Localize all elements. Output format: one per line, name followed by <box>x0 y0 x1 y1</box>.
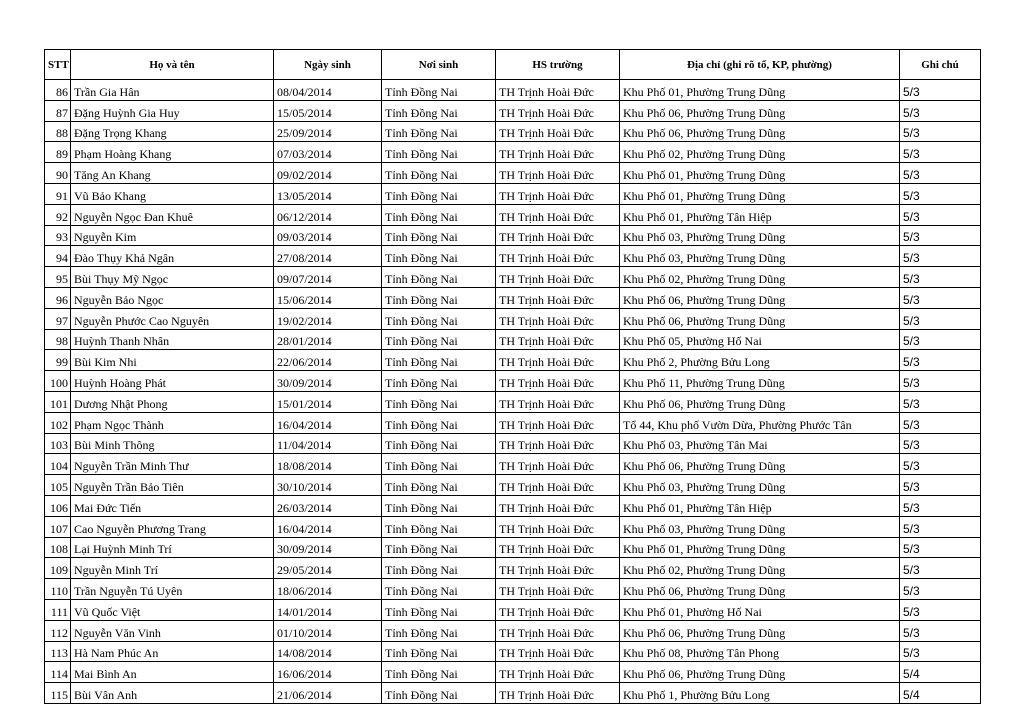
cell-birthplace: Tỉnh Đồng Nai <box>382 641 496 662</box>
cell-stt: 115 <box>45 683 71 704</box>
cell-address: Khu Phố 06, Phường Trung Dũng <box>620 100 900 121</box>
cell-address: Khu Phố 03, Phường Trung Dũng <box>620 516 900 537</box>
cell-note: 5/3 <box>900 412 981 433</box>
cell-birthplace: Tỉnh Đồng Nai <box>382 599 496 620</box>
cell-note: 5/3 <box>900 475 981 496</box>
cell-school: TH Trịnh Hoài Đức <box>496 391 620 412</box>
cell-note: 5/3 <box>900 558 981 579</box>
cell-stt: 106 <box>45 495 71 516</box>
cell-birthplace: Tỉnh Đồng Nai <box>382 537 496 558</box>
table-row <box>45 246 981 267</box>
table-row <box>45 163 981 184</box>
cell-birthplace: Tỉnh Đồng Nai <box>382 267 496 288</box>
cell-dob: 09/07/2014 <box>274 267 382 288</box>
cell-address: Khu Phố 08, Phường Tân Phong <box>620 641 900 662</box>
cell-stt: 86 <box>45 80 71 101</box>
cell-name: Huỳnh Thanh Nhân <box>71 329 274 350</box>
table-row <box>45 641 981 662</box>
cell-note: 5/3 <box>900 454 981 475</box>
cell-name: Nguyễn Minh Trí <box>71 558 274 579</box>
cell-birthplace: Tỉnh Đồng Nai <box>382 287 496 308</box>
cell-note: 5/3 <box>900 329 981 350</box>
cell-dob: 08/04/2014 <box>274 80 382 101</box>
cell-note: 5/3 <box>900 287 981 308</box>
cell-name: Nguyễn Văn Vinh <box>71 620 274 641</box>
cell-birthplace: Tỉnh Đồng Nai <box>382 329 496 350</box>
cell-stt: 103 <box>45 433 71 454</box>
table-row <box>45 80 981 101</box>
cell-school: TH Trịnh Hoài Đức <box>496 287 620 308</box>
cell-stt: 102 <box>45 412 71 433</box>
column-header-school: HS trường <box>496 50 620 80</box>
table-row <box>45 225 981 246</box>
table-row <box>45 620 981 641</box>
cell-school: TH Trịnh Hoài Đức <box>496 412 620 433</box>
cell-stt: 100 <box>45 371 71 392</box>
cell-address: Khu Phố 02, Phường Trung Dũng <box>620 142 900 163</box>
cell-school: TH Trịnh Hoài Đức <box>496 641 620 662</box>
cell-name: Vũ Quốc Việt <box>71 599 274 620</box>
cell-note: 5/3 <box>900 204 981 225</box>
cell-address: Khu Phố 06, Phường Trung Dũng <box>620 121 900 142</box>
cell-dob: 16/04/2014 <box>274 412 382 433</box>
table-row <box>45 495 981 516</box>
cell-address: Khu Phố 01, Phường Trung Dũng <box>620 80 900 101</box>
cell-birthplace: Tỉnh Đồng Nai <box>382 620 496 641</box>
cell-stt: 112 <box>45 620 71 641</box>
cell-address: Khu Phố 03, Phường Trung Dũng <box>620 225 900 246</box>
cell-birthplace: Tỉnh Đồng Nai <box>382 495 496 516</box>
cell-school: TH Trịnh Hoài Đức <box>496 142 620 163</box>
cell-address: Tổ 44, Khu phố Vườn Dừa, Phường Phước Tân <box>620 412 900 433</box>
table-row <box>45 683 981 704</box>
cell-note: 5/3 <box>900 183 981 204</box>
cell-birthplace: Tỉnh Đồng Nai <box>382 516 496 537</box>
cell-name: Bùi Thụy Mỹ Ngọc <box>71 267 274 288</box>
cell-name: Tăng An Khang <box>71 163 274 184</box>
cell-dob: 29/05/2014 <box>274 558 382 579</box>
column-header-birthplace: Nơi sinh <box>382 50 496 80</box>
cell-name: Nguyễn Bảo Ngọc <box>71 287 274 308</box>
cell-birthplace: Tỉnh Đồng Nai <box>382 350 496 371</box>
cell-name: Nguyễn Kim <box>71 225 274 246</box>
cell-dob: 06/12/2014 <box>274 204 382 225</box>
cell-name: Nguyễn Phước Cao Nguyên <box>71 308 274 329</box>
cell-dob: 07/03/2014 <box>274 142 382 163</box>
cell-school: TH Trịnh Hoài Đức <box>496 80 620 101</box>
cell-name: Đặng Huỳnh Gia Huy <box>71 100 274 121</box>
table-row <box>45 391 981 412</box>
cell-school: TH Trịnh Hoài Đức <box>496 516 620 537</box>
cell-school: TH Trịnh Hoài Đức <box>496 662 620 683</box>
cell-school: TH Trịnh Hoài Đức <box>496 454 620 475</box>
cell-note: 5/3 <box>900 371 981 392</box>
table-row <box>45 599 981 620</box>
cell-dob: 30/10/2014 <box>274 475 382 496</box>
cell-dob: 14/08/2014 <box>274 641 382 662</box>
cell-dob: 15/06/2014 <box>274 287 382 308</box>
table-row <box>45 371 981 392</box>
table-row <box>45 516 981 537</box>
cell-stt: 90 <box>45 163 71 184</box>
cell-stt: 94 <box>45 246 71 267</box>
cell-note: 5/4 <box>900 662 981 683</box>
cell-address: Khu Phố 11, Phường Trung Dũng <box>620 371 900 392</box>
cell-dob: 30/09/2014 <box>274 371 382 392</box>
cell-school: TH Trịnh Hoài Đức <box>496 599 620 620</box>
cell-address: Khu Phố 01, Phường Trung Dũng <box>620 537 900 558</box>
cell-birthplace: Tỉnh Đồng Nai <box>382 163 496 184</box>
table-row <box>45 204 981 225</box>
cell-note: 5/3 <box>900 100 981 121</box>
cell-dob: 01/10/2014 <box>274 620 382 641</box>
cell-dob: 15/05/2014 <box>274 100 382 121</box>
cell-dob: 21/06/2014 <box>274 683 382 704</box>
cell-name: Đào Thụy Khả Ngân <box>71 246 274 267</box>
cell-address: Khu Phố 01, Phường Trung Dũng <box>620 163 900 184</box>
cell-dob: 16/06/2014 <box>274 662 382 683</box>
cell-stt: 95 <box>45 267 71 288</box>
cell-birthplace: Tỉnh Đồng Nai <box>382 662 496 683</box>
cell-note: 5/3 <box>900 225 981 246</box>
cell-birthplace: Tỉnh Đồng Nai <box>382 683 496 704</box>
cell-dob: 14/01/2014 <box>274 599 382 620</box>
cell-birthplace: Tỉnh Đồng Nai <box>382 100 496 121</box>
cell-name: Mai Đức Tiến <box>71 495 274 516</box>
cell-birthplace: Tỉnh Đồng Nai <box>382 454 496 475</box>
cell-address: Khu Phố 01, Phường Trung Dũng <box>620 183 900 204</box>
column-header-stt: STT <box>45 50 71 80</box>
cell-name: Đặng Trọng Khang <box>71 121 274 142</box>
cell-school: TH Trịnh Hoài Đức <box>496 475 620 496</box>
cell-dob: 18/06/2014 <box>274 579 382 600</box>
cell-school: TH Trịnh Hoài Đức <box>496 371 620 392</box>
cell-address: Khu Phố 01, Phường Tân Hiệp <box>620 204 900 225</box>
cell-stt: 97 <box>45 308 71 329</box>
cell-stt: 107 <box>45 516 71 537</box>
cell-name: Nguyễn Ngọc Đan Khuê <box>71 204 274 225</box>
cell-school: TH Trịnh Hoài Đức <box>496 537 620 558</box>
cell-dob: 25/09/2014 <box>274 121 382 142</box>
table-row <box>45 100 981 121</box>
cell-stt: 114 <box>45 662 71 683</box>
column-header-note: Ghi chú <box>900 50 981 80</box>
cell-name: Phạm Ngọc Thành <box>71 412 274 433</box>
cell-note: 5/3 <box>900 495 981 516</box>
cell-address: Khu Phố 03, Phường Trung Dũng <box>620 475 900 496</box>
cell-note: 5/3 <box>900 516 981 537</box>
cell-note: 5/3 <box>900 350 981 371</box>
cell-school: TH Trịnh Hoài Đức <box>496 183 620 204</box>
cell-birthplace: Tỉnh Đồng Nai <box>382 308 496 329</box>
cell-dob: 30/09/2014 <box>274 537 382 558</box>
cell-school: TH Trịnh Hoài Đức <box>496 558 620 579</box>
cell-name: Vũ Bảo Khang <box>71 183 274 204</box>
cell-name: Dương Nhật Phong <box>71 391 274 412</box>
cell-note: 5/3 <box>900 267 981 288</box>
table-row <box>45 183 981 204</box>
table-row <box>45 537 981 558</box>
cell-name: Trần Gia Hân <box>71 80 274 101</box>
cell-name: Bùi Minh Thông <box>71 433 274 454</box>
cell-address: Khu Phố 06, Phường Trung Dũng <box>620 579 900 600</box>
table-row <box>45 433 981 454</box>
cell-school: TH Trịnh Hoài Đức <box>496 350 620 371</box>
cell-address: Khu Phố 1, Phường Bửu Long <box>620 683 900 704</box>
cell-name: Nguyễn Trần Bảo Tiên <box>71 475 274 496</box>
cell-name: Hà Nam Phúc An <box>71 641 274 662</box>
cell-school: TH Trịnh Hoài Đức <box>496 204 620 225</box>
student-list-table <box>44 49 981 704</box>
cell-stt: 88 <box>45 121 71 142</box>
table-row <box>45 121 981 142</box>
cell-stt: 108 <box>45 537 71 558</box>
cell-name: Trần Nguyễn Tú Uyên <box>71 579 274 600</box>
cell-note: 5/3 <box>900 433 981 454</box>
cell-address: Khu Phố 06, Phường Trung Dũng <box>620 454 900 475</box>
cell-address: Khu Phố 02, Phường Trung Dũng <box>620 558 900 579</box>
table-row <box>45 287 981 308</box>
cell-dob: 22/06/2014 <box>274 350 382 371</box>
cell-stt: 91 <box>45 183 71 204</box>
table-row <box>45 267 981 288</box>
cell-school: TH Trịnh Hoài Đức <box>496 433 620 454</box>
cell-dob: 13/05/2014 <box>274 183 382 204</box>
cell-note: 5/3 <box>900 163 981 184</box>
cell-name: Cao Nguyễn Phương Trang <box>71 516 274 537</box>
cell-school: TH Trịnh Hoài Đức <box>496 267 620 288</box>
cell-stt: 110 <box>45 579 71 600</box>
cell-address: Khu Phố 06, Phường Trung Dũng <box>620 391 900 412</box>
cell-school: TH Trịnh Hoài Đức <box>496 579 620 600</box>
cell-name: Huỳnh Hoàng Phát <box>71 371 274 392</box>
cell-stt: 111 <box>45 599 71 620</box>
cell-note: 5/3 <box>900 121 981 142</box>
cell-birthplace: Tỉnh Đồng Nai <box>382 80 496 101</box>
column-header-dob: Ngày sinh <box>274 50 382 80</box>
cell-dob: 18/08/2014 <box>274 454 382 475</box>
cell-birthplace: Tỉnh Đồng Nai <box>382 391 496 412</box>
cell-birthplace: Tỉnh Đồng Nai <box>382 142 496 163</box>
cell-birthplace: Tỉnh Đồng Nai <box>382 225 496 246</box>
cell-stt: 109 <box>45 558 71 579</box>
cell-name: Bùi Kim Nhi <box>71 350 274 371</box>
cell-birthplace: Tỉnh Đồng Nai <box>382 475 496 496</box>
column-header-address: Địa chỉ (ghi rõ tổ, KP, phường) <box>620 50 900 80</box>
table-row <box>45 475 981 496</box>
cell-school: TH Trịnh Hoài Đức <box>496 495 620 516</box>
cell-birthplace: Tỉnh Đồng Nai <box>382 121 496 142</box>
cell-stt: 89 <box>45 142 71 163</box>
cell-note: 5/3 <box>900 599 981 620</box>
cell-dob: 15/01/2014 <box>274 391 382 412</box>
cell-note: 5/3 <box>900 620 981 641</box>
cell-note: 5/3 <box>900 308 981 329</box>
cell-address: Khu Phố 02, Phường Trung Dũng <box>620 267 900 288</box>
cell-address: Khu Phố 03, Phường Tân Mai <box>620 433 900 454</box>
cell-birthplace: Tỉnh Đồng Nai <box>382 204 496 225</box>
cell-school: TH Trịnh Hoài Đức <box>496 100 620 121</box>
cell-dob: 09/02/2014 <box>274 163 382 184</box>
cell-stt: 93 <box>45 225 71 246</box>
cell-name: Bùi Vân Anh <box>71 683 274 704</box>
cell-birthplace: Tỉnh Đồng Nai <box>382 183 496 204</box>
cell-stt: 96 <box>45 287 71 308</box>
cell-stt: 99 <box>45 350 71 371</box>
cell-birthplace: Tỉnh Đồng Nai <box>382 371 496 392</box>
cell-address: Khu Phố 06, Phường Trung Dũng <box>620 662 900 683</box>
cell-birthplace: Tỉnh Đồng Nai <box>382 558 496 579</box>
cell-address: Khu Phố 01, Phường Tân Hiệp <box>620 495 900 516</box>
cell-dob: 16/04/2014 <box>274 516 382 537</box>
header-row <box>45 50 981 80</box>
cell-birthplace: Tỉnh Đồng Nai <box>382 412 496 433</box>
cell-school: TH Trịnh Hoài Đức <box>496 163 620 184</box>
cell-address: Khu Phố 06, Phường Trung Dũng <box>620 308 900 329</box>
table-row <box>45 454 981 475</box>
table-row <box>45 412 981 433</box>
cell-note: 5/3 <box>900 142 981 163</box>
cell-school: TH Trịnh Hoài Đức <box>496 246 620 267</box>
cell-dob: 11/04/2014 <box>274 433 382 454</box>
cell-dob: 27/08/2014 <box>274 246 382 267</box>
cell-stt: 105 <box>45 475 71 496</box>
cell-birthplace: Tỉnh Đồng Nai <box>382 433 496 454</box>
cell-school: TH Trịnh Hoài Đức <box>496 683 620 704</box>
cell-note: 5/3 <box>900 579 981 600</box>
cell-note: 5/3 <box>900 641 981 662</box>
cell-stt: 87 <box>45 100 71 121</box>
column-header-name: Họ và tên <box>71 50 274 80</box>
table-body <box>45 80 981 704</box>
cell-address: Khu Phố 06, Phường Trung Dũng <box>620 287 900 308</box>
cell-dob: 26/03/2014 <box>274 495 382 516</box>
cell-birthplace: Tỉnh Đồng Nai <box>382 579 496 600</box>
cell-stt: 92 <box>45 204 71 225</box>
table-row <box>45 662 981 683</box>
cell-note: 5/3 <box>900 391 981 412</box>
table-row <box>45 308 981 329</box>
cell-stt: 113 <box>45 641 71 662</box>
cell-address: Khu Phố 06, Phường Trung Dũng <box>620 620 900 641</box>
cell-name: Nguyễn Trần Minh Thư <box>71 454 274 475</box>
cell-stt: 104 <box>45 454 71 475</box>
cell-school: TH Trịnh Hoài Đức <box>496 308 620 329</box>
table-row <box>45 329 981 350</box>
cell-school: TH Trịnh Hoài Đức <box>496 225 620 246</box>
cell-name: Mai Bình An <box>71 662 274 683</box>
cell-stt: 98 <box>45 329 71 350</box>
cell-stt: 101 <box>45 391 71 412</box>
cell-address: Khu Phố 05, Phường Hố Nai <box>620 329 900 350</box>
cell-dob: 19/02/2014 <box>274 308 382 329</box>
cell-address: Khu Phố 2, Phường Bửu Long <box>620 350 900 371</box>
cell-dob: 09/03/2014 <box>274 225 382 246</box>
table-row <box>45 579 981 600</box>
cell-address: Khu Phố 03, Phường Trung Dũng <box>620 246 900 267</box>
cell-note: 5/3 <box>900 80 981 101</box>
cell-school: TH Trịnh Hoài Đức <box>496 121 620 142</box>
cell-address: Khu Phố 01, Phường Hố Nai <box>620 599 900 620</box>
table-row <box>45 558 981 579</box>
cell-name: Phạm Hoàng Khang <box>71 142 274 163</box>
cell-school: TH Trịnh Hoài Đức <box>496 329 620 350</box>
cell-dob: 28/01/2014 <box>274 329 382 350</box>
cell-school: TH Trịnh Hoài Đức <box>496 620 620 641</box>
table-row <box>45 350 981 371</box>
cell-note: 5/4 <box>900 683 981 704</box>
cell-note: 5/3 <box>900 537 981 558</box>
cell-birthplace: Tỉnh Đồng Nai <box>382 246 496 267</box>
cell-note: 5/3 <box>900 246 981 267</box>
cell-name: Lại Huỳnh Minh Trí <box>71 537 274 558</box>
table-row <box>45 142 981 163</box>
